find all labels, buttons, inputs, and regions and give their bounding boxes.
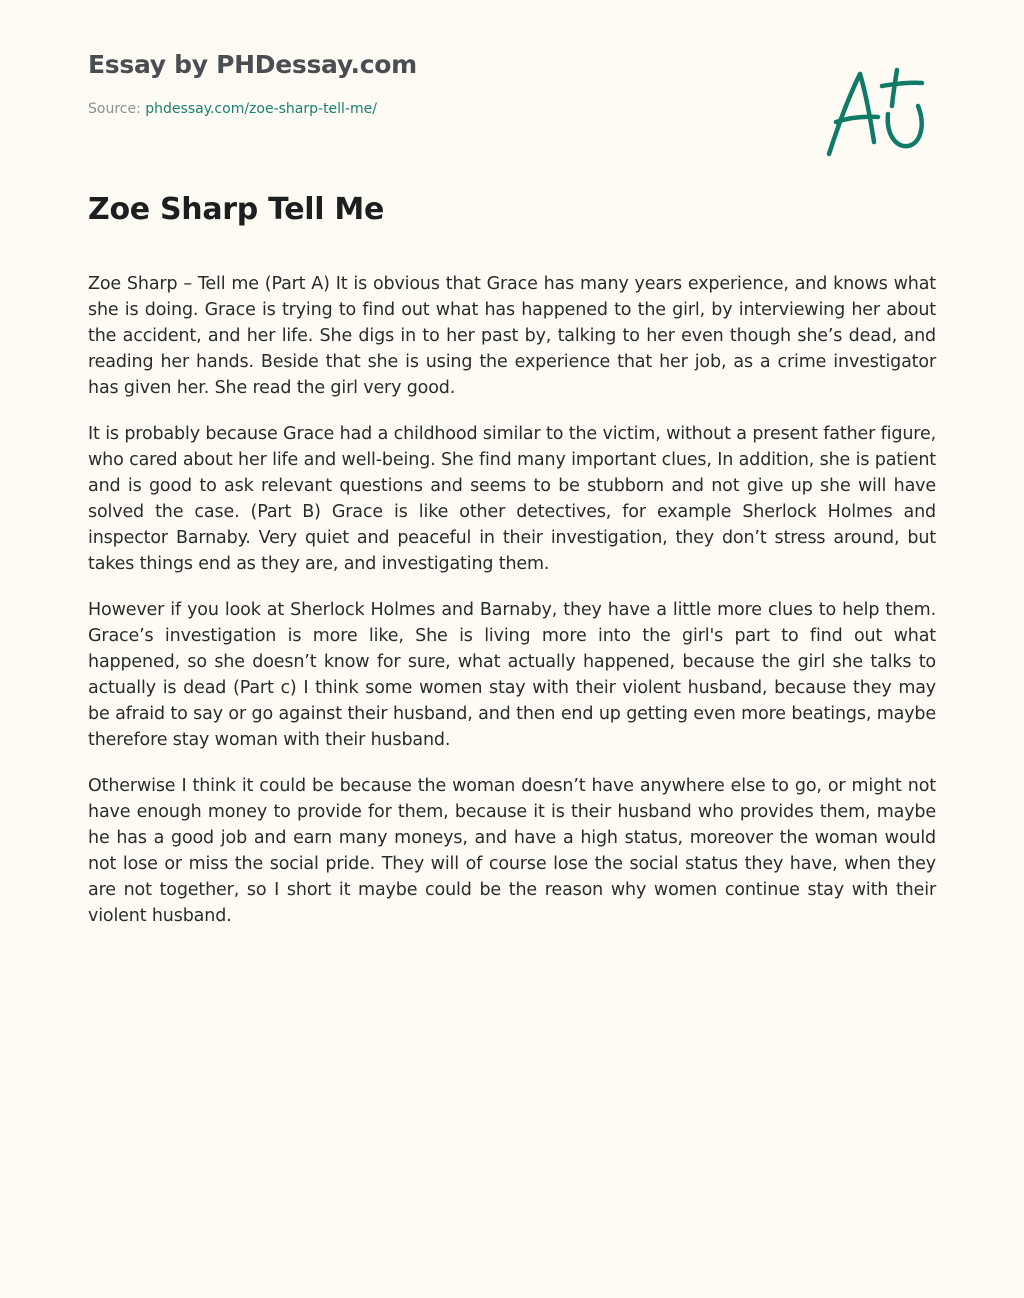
page-title: Zoe Sharp Tell Me: [88, 192, 385, 227]
source-link[interactable]: phdessay.com/zoe-sharp-tell-me/: [145, 101, 377, 117]
essay-paragraph: Otherwise I think it could be because the woman doesn’t have anywhere else to go, or might not have enough money to provide for them, because it is their husband who provides them, maybe he has a good job and earn many moneys, and have a high status, moreover the woman would not lose or miss the social pride. They will of course lose the social status they have, when they are not together, so I short it maybe could be the reason why women continue stay with their violent husband.: [88, 776, 936, 926]
source-line: [88, 101, 377, 117]
essay-paragraph: It is probably because Grace had a childhood similar to the victim, without a present father figure, who cared about her life and well-being. She find many important clues, In addition, she is patient and is good to ask relevant questions and seems to be stubborn and not give up she will have solved the case. (Part B) Grace is like other detectives, for example Sherlock Holmes and inspector Barnaby. Very quiet and peaceful in their investigation, they don’t stress around, but takes things end as they are, and investigating them.: [88, 424, 936, 574]
essay-paragraph: However if you look at Sherlock Holmes and Barnaby, they have a little more clues to help them. Grace’s investigation is more like, She is living more into the girl's part to find out what happened, so she doesn’t know for sure, what actually happened, because the girl she talks to actually is dead (Part c) I think some women stay with their violent husband, because they may be afraid to say or go against their husband, and then end up getting even more beatings, maybe therefore stay woman with their husband.: [88, 600, 936, 750]
a-plus-grade-icon: [822, 64, 932, 162]
essay-body: [88, 271, 936, 949]
site-brand: Essay by PHDessay.com: [88, 50, 417, 79]
essay-paragraph: Zoe Sharp – Tell me (Part A) It is obvious that Grace has many years experience, and knows what she is doing. Grace is trying to find out what has happened to the girl, by interviewing her about the accident, and her life. She digs in to her past by, talking to her even though she’s dead, and reading her hands. Beside that she is using the experience that her job, as a crime investigator has given her. She read the girl very good.: [88, 274, 936, 398]
source-label: Source:: [88, 101, 141, 117]
